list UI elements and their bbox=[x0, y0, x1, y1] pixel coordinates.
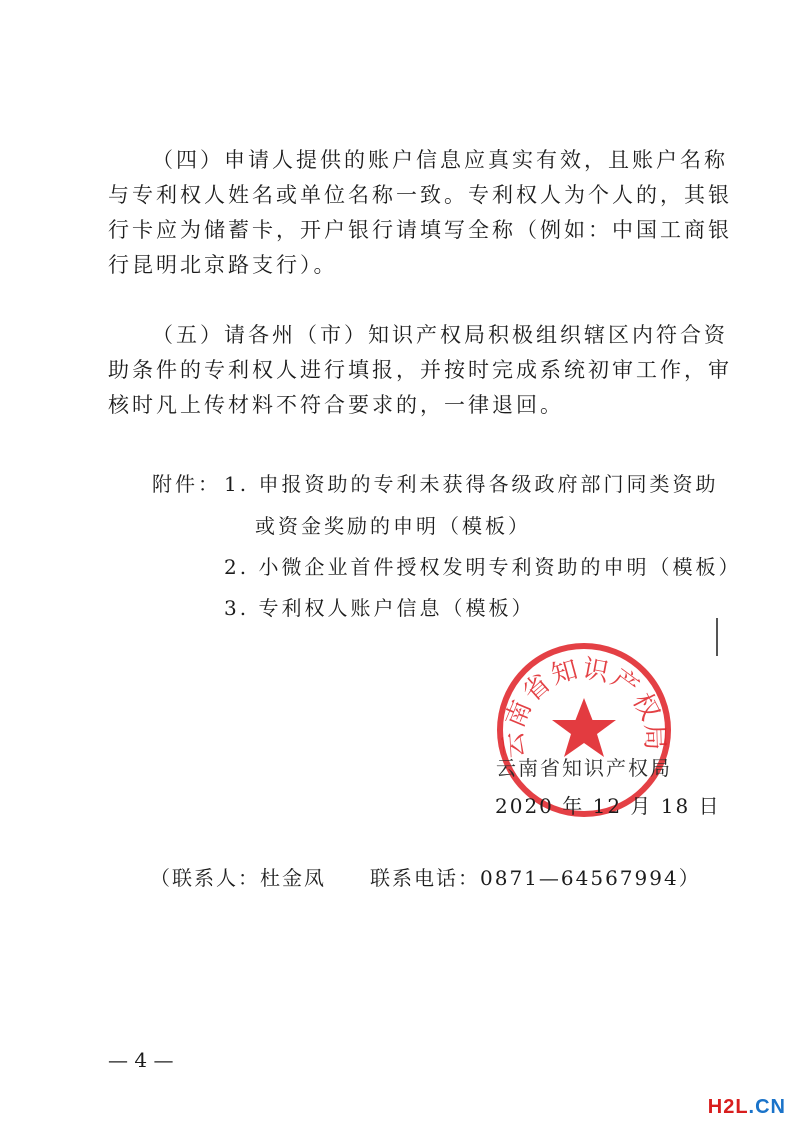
paragraph-5-line-1: （五）请各州（市）知识产权局积极组织辖区内符合资 bbox=[152, 323, 728, 347]
paragraph-4-line-1: （四）申请人提供的账户信息应真实有效，且账户名称 bbox=[152, 148, 728, 172]
margin-mark bbox=[716, 618, 718, 656]
seal-star-icon bbox=[552, 698, 616, 757]
paragraph-4-line-3: 行卡应为储蓄卡，开户银行请填写全称（例如：中国工商银 bbox=[108, 218, 732, 242]
attachment-item-1-line-1: 1. 申报资助的专利未获得各级政府部门同类资助 bbox=[224, 472, 719, 496]
paragraph-4-line-4: 行昆明北京路支行）。 bbox=[108, 253, 338, 277]
contact-info: （联系人：杜金凤 联系电话：0871—64567994） bbox=[150, 866, 701, 890]
paragraph-4 bbox=[108, 143, 732, 283]
attachments-prefix: 附件： bbox=[152, 472, 221, 496]
seal-ring-text: 云南省知识产权局 bbox=[498, 653, 670, 760]
watermark-cn: .CN bbox=[748, 1096, 786, 1118]
paragraph-5-line-2: 助条件的专利权人进行填报，并按时完成系统初审工作，审 bbox=[108, 358, 732, 382]
watermark-h2l: H2L bbox=[707, 1096, 749, 1118]
paragraph-5 bbox=[108, 318, 732, 423]
site-watermark bbox=[708, 1096, 786, 1119]
attachment-item-3: 3. 专利权人账户信息（模板） bbox=[224, 596, 535, 620]
issue-date: 2020 年 12 月 18 日 bbox=[495, 794, 721, 818]
paragraph-4-line-2: 与专利权人姓名或单位名称一致。专利权人为个人的，其银 bbox=[108, 183, 732, 207]
paragraph-5-line-3: 核时凡上传材料不符合要求的，一律退回。 bbox=[108, 393, 564, 417]
issuer-name: 云南省知识产权局 bbox=[496, 756, 672, 780]
attachment-item-2: 2. 小微企业首件授权发明专利资助的申明（模板） bbox=[224, 555, 742, 579]
page-number: — 4 — bbox=[108, 1048, 174, 1072]
attachment-item-1-line-2: 或资金奖励的申明（模板） bbox=[255, 514, 531, 538]
